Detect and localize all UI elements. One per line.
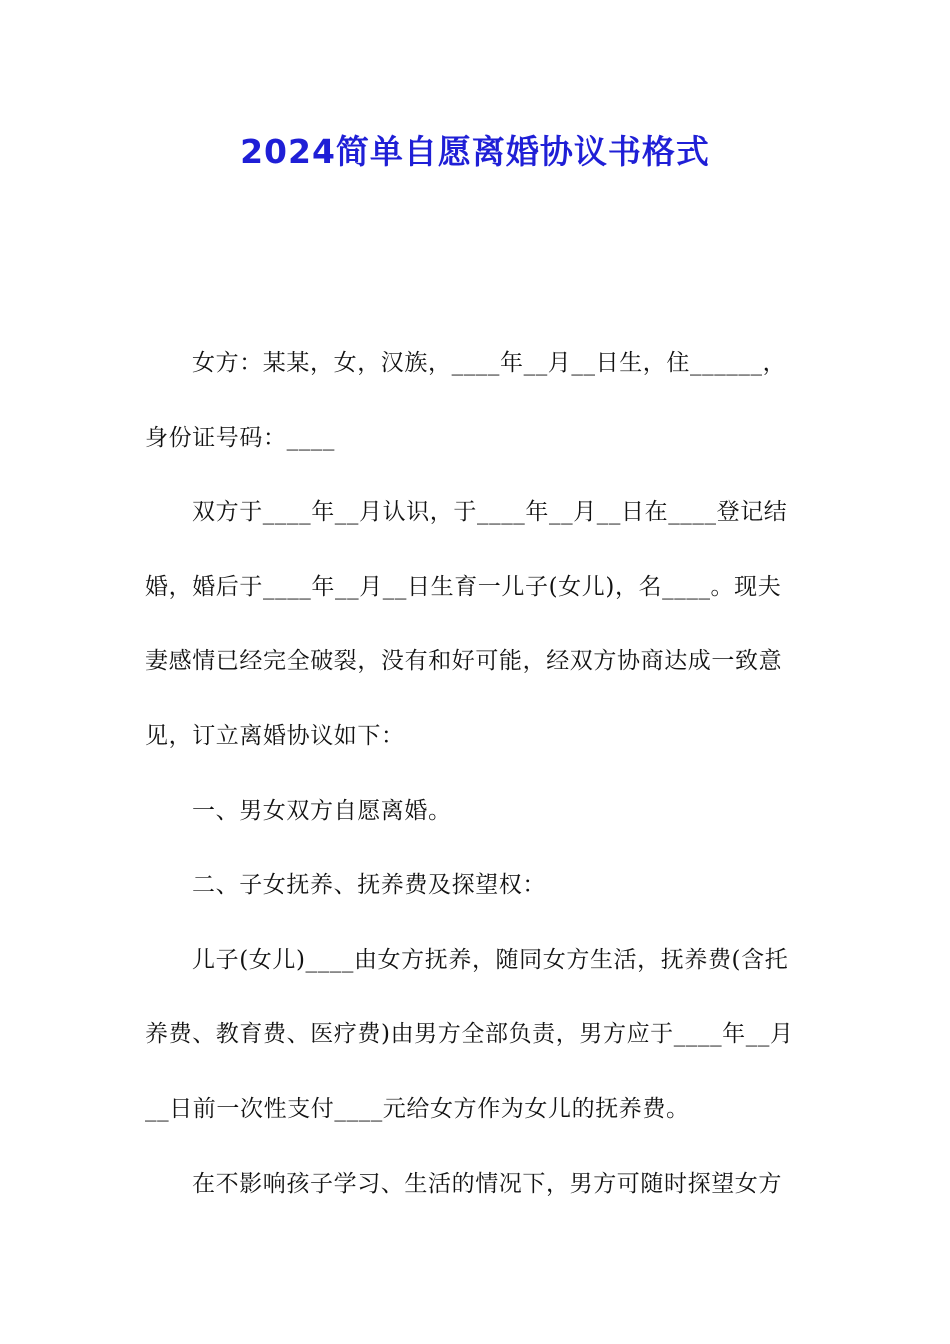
visitation-paragraph-line-1: 在不影响孩子学习、生活的情况下，男方可随时探望女方 [192, 1170, 782, 1197]
custody-paragraph-line-3: __日前一次性支付____元给女方作为女儿的抚养费。 [145, 1095, 690, 1122]
marriage-paragraph-line-4: 见，订立离婚协议如下： [145, 722, 405, 749]
custody-paragraph-line-1: 儿子(女儿)____由女方抚养，随同女方生活，抚养费(含托 [192, 946, 789, 973]
clause-1: 一、男女双方自愿离婚。 [192, 797, 452, 824]
marriage-paragraph-line-2: 婚，婚后于____年__月__日生育一儿子(女儿)，名____。现夫 [145, 573, 782, 600]
document-title: 2024简单自愿离婚协议书格式 [240, 132, 710, 171]
clause-2-heading: 二、子女抚养、抚养费及探望权： [192, 872, 546, 899]
party-female-line: 女方：某某，女，汉族，____年__月__日生，住______， [192, 350, 787, 376]
document-body [145, 334, 807, 1229]
id-number-line: 身份证号码：____ [145, 424, 335, 451]
custody-paragraph-line-2: 养费、教育费、医疗费)由男方全部负责，男方应于____年__月 [145, 1021, 794, 1048]
marriage-paragraph-line-3: 妻感情已经完全破裂，没有和好可能，经双方协商达成一致意 [145, 648, 783, 675]
marriage-paragraph-line-1: 双方于____年__月认识，于____年__月__日在____登记结 [192, 499, 788, 526]
